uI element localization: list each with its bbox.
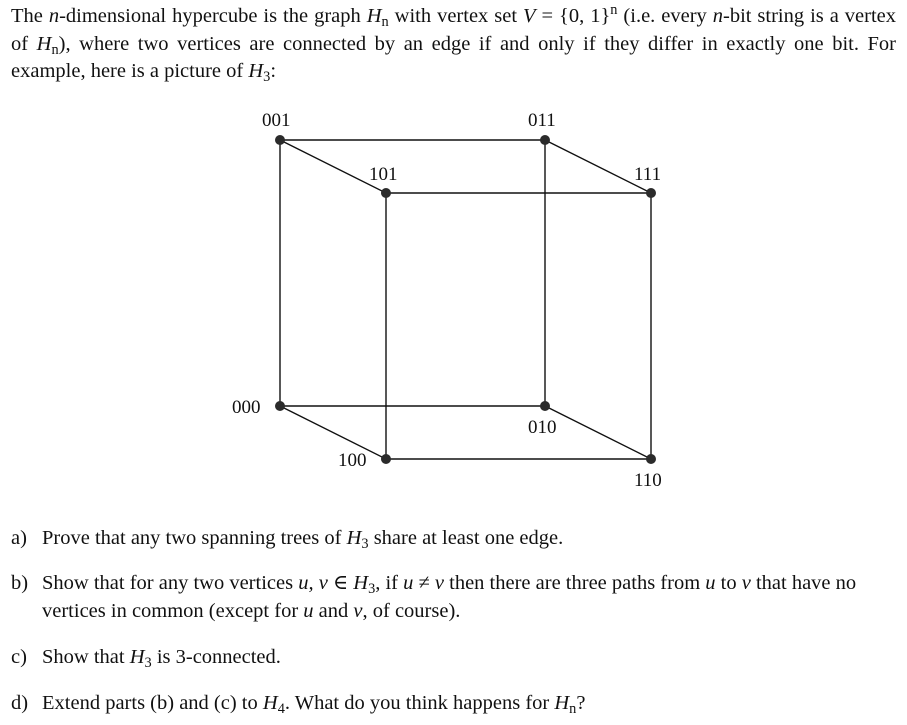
question-d — [11, 690, 896, 718]
vertex-101 — [381, 188, 391, 198]
question-text-part: then there are three paths from — [444, 572, 706, 594]
vertex-010 — [540, 401, 550, 411]
vertex-000 — [275, 401, 285, 411]
edge-000-100 — [280, 406, 386, 459]
math-subscript: n — [51, 41, 59, 58]
cube-edges — [280, 140, 651, 459]
question-text-part: . What do you think happens for — [284, 692, 555, 714]
math-subscript: n — [381, 14, 389, 31]
intro-text: ), where two vertices are connected by an edge if and only if they differ in exactly one bit. For example, here is a picture of — [11, 32, 896, 82]
intro-text: with vertex set — [388, 5, 523, 27]
math-subscript: 3 — [263, 69, 271, 86]
question-text-part: Extend parts (b) and (c) to — [42, 692, 263, 714]
label-100: 100 — [338, 450, 367, 471]
math-H: H — [366, 5, 382, 27]
math-n: n — [712, 5, 723, 27]
intro-text: -dimensional hypercube is the graph — [59, 5, 367, 27]
math-subscript: 3 — [361, 536, 369, 553]
question-label: d) — [11, 692, 29, 714]
cube-vertices — [275, 135, 656, 464]
math-n: n — [48, 5, 60, 27]
label-000: 000 — [232, 397, 261, 418]
intro-text: = {0, 1} — [535, 5, 611, 27]
intro-text: : — [270, 60, 277, 82]
math-H: H — [262, 692, 278, 714]
question-text — [42, 525, 896, 553]
math-H: H — [554, 692, 570, 714]
math-u: u — [705, 572, 716, 594]
math-H: H — [353, 572, 369, 594]
vertex-110 — [646, 454, 656, 464]
label-011: 011 — [528, 110, 556, 131]
vertex-100 — [381, 454, 391, 464]
math-u: u — [403, 572, 414, 594]
question-text — [42, 570, 896, 625]
vertex-001 — [275, 135, 285, 145]
math-H: H — [248, 60, 264, 82]
question-text-part: share at least one edge. — [368, 527, 564, 549]
question-label: b) — [11, 572, 29, 594]
question-a — [11, 525, 896, 553]
question-text-part: that have no vertices in common (except for — [42, 572, 857, 622]
question-text-part: ? — [576, 692, 586, 714]
math-u: u — [303, 599, 314, 622]
intro-text: (i.e. every — [617, 5, 713, 27]
math-subscript: 3 — [368, 581, 376, 598]
label-001: 001 — [262, 110, 291, 131]
math-subscript: 4 — [277, 701, 285, 718]
question-text-part: to — [715, 572, 742, 594]
question-text-part: , if — [375, 572, 404, 594]
label-101: 101 — [369, 164, 398, 185]
math-v: v — [434, 572, 445, 594]
label-010: 010 — [528, 417, 557, 438]
question-text — [42, 690, 896, 718]
question-c — [11, 644, 896, 672]
intro-text: The — [11, 5, 49, 27]
question-text-part: ∈ — [327, 572, 354, 594]
edge-010-110 — [545, 406, 651, 459]
question-b — [11, 570, 896, 625]
math-v: v — [353, 599, 363, 622]
question-label: a) — [11, 527, 27, 549]
question-text-part: Prove that any two spanning trees of — [42, 527, 347, 549]
math-H: H — [129, 646, 145, 668]
question-text — [42, 644, 896, 672]
label-111: 111 — [634, 164, 662, 185]
label-110: 110 — [634, 470, 662, 491]
math-superscript: n — [610, 2, 618, 19]
math-uv: u, v — [298, 572, 328, 594]
math-subscript: n — [569, 701, 577, 718]
question-label: c) — [11, 646, 27, 668]
intro-text: -bit string is a vertex of — [11, 5, 897, 55]
question-text-part: Show that — [42, 646, 130, 668]
math-subscript: 3 — [144, 655, 152, 672]
question-text-part: ≠ — [413, 572, 435, 594]
vertex-011 — [540, 135, 550, 145]
math-H: H — [36, 32, 52, 55]
math-H: H — [346, 527, 362, 549]
question-text-part: and — [313, 599, 354, 622]
math-V: V — [523, 5, 536, 27]
vertex-111 — [646, 188, 656, 198]
question-text-part: , of course). — [362, 599, 461, 622]
question-text-part: is 3-connected. — [151, 646, 281, 668]
question-text-part: Show that for any two vertices — [42, 572, 299, 594]
math-v: v — [741, 572, 751, 594]
